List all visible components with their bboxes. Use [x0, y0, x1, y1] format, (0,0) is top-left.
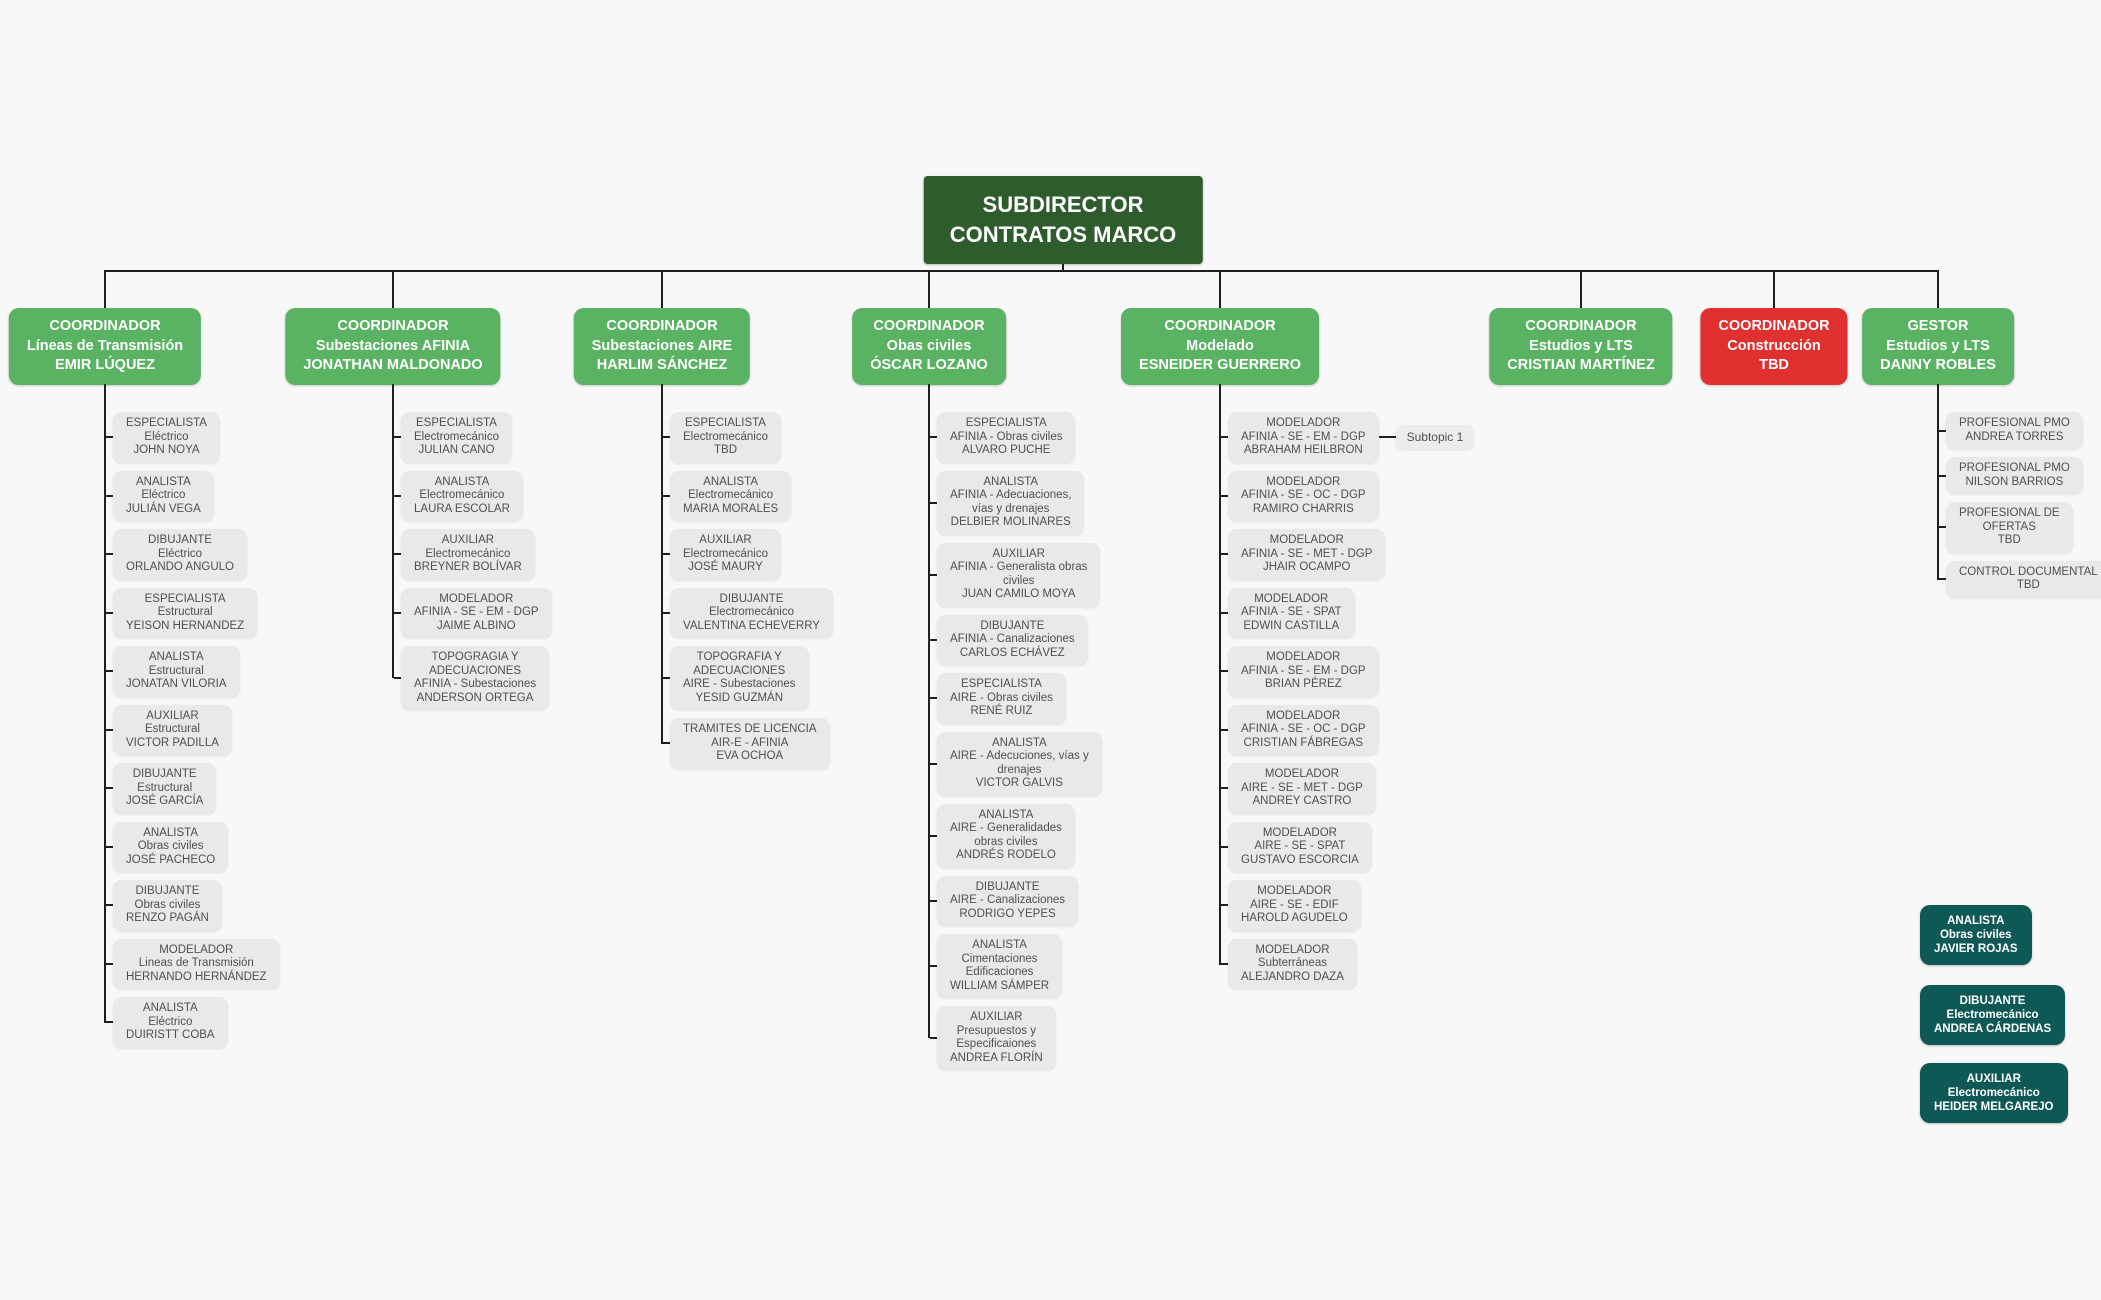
node-line: AFINIA - SE - OC - DGP [1241, 489, 1366, 501]
node-line: MODELADOR [1266, 417, 1341, 429]
coordinator-node[interactable] [1700, 308, 1847, 385]
node-line: MODELADOR [1266, 651, 1341, 663]
node-line: Estructural [157, 606, 213, 618]
coordinator-node[interactable] [574, 308, 750, 385]
node-line: CRISTIAN FÁBREGAS [1243, 736, 1364, 749]
node-line: ESPECIALISTA [416, 417, 497, 429]
node-line: TBD [1997, 534, 2021, 546]
node-line: MARIA MORALES [683, 502, 779, 515]
node-line: civiles [1003, 574, 1035, 587]
node-line: Subestaciones AIRE [591, 337, 733, 354]
node-line: Eléctrico [144, 430, 189, 443]
node-line: Eléctrico [141, 489, 186, 501]
node-line: ANALISTA [972, 939, 1027, 951]
org-member-node[interactable] [113, 588, 257, 639]
node-line: OFERTAS [1982, 520, 2036, 533]
node-line: TBD [714, 444, 737, 456]
node-line: DIBUJANTE [975, 880, 1040, 893]
coordinator-branch [661, 384, 833, 769]
org-member-node[interactable] [670, 529, 781, 580]
node-line: ANDRÉS RODELO [956, 849, 1056, 861]
node-line: JAVIER ROJAS [1934, 943, 2018, 955]
node-line: Electromecánico [425, 547, 511, 560]
coordinator-branch [928, 384, 1102, 1070]
coordinator-branch [104, 384, 280, 1048]
node-line: MODELADOR [1255, 943, 1330, 956]
org-member-node[interactable] [401, 471, 523, 522]
connector-line [1580, 270, 1582, 308]
node-line: LAURA ESCOLAR [414, 502, 510, 515]
node-line: ANALISTA [136, 475, 191, 488]
connector-line [1937, 270, 1939, 308]
floating-member-node[interactable] [1920, 1063, 2068, 1123]
node-line: COORDINADOR [337, 318, 449, 334]
org-member-node[interactable] [1228, 412, 1464, 463]
node-line: AFINIA - SE - SPAT [1241, 606, 1342, 618]
node-line: Estudios y LTS [1886, 337, 1990, 354]
node-line: Especificaiones [956, 1038, 1037, 1050]
node-line: Obras civiles [137, 840, 204, 852]
connector-line [928, 270, 930, 308]
org-member-node[interactable] [670, 588, 833, 639]
node-line: Electromecánico [1946, 1009, 2039, 1021]
coordinator-node[interactable] [9, 308, 201, 385]
connector-line [104, 270, 106, 308]
node-line: ANALISTA [143, 826, 198, 839]
node-line: DIBUJANTE [980, 619, 1045, 632]
node-line: JULIÁN VEGA [126, 502, 201, 515]
org-member-node[interactable] [1946, 412, 2083, 449]
node-line: COORDINADOR [873, 318, 985, 334]
node-line: AIRE - SE - MET - DGP [1241, 781, 1363, 794]
org-member-node[interactable] [937, 1006, 1056, 1070]
node-line: NILSON BARRIOS [1965, 475, 2064, 488]
node-line: COORDINADOR [1525, 318, 1637, 334]
node-line: HERNANDO HERNÁNDEZ [126, 970, 267, 983]
node-line: Obras civiles [134, 898, 201, 911]
org-member-node[interactable] [113, 997, 228, 1048]
node-line: ANDREY CASTRO [1252, 795, 1352, 807]
node-line: ANALISTA [703, 475, 758, 488]
branch-items [1219, 384, 1464, 989]
node-line: AIRE - SE - SPAT [1254, 840, 1346, 852]
node-line: AIRE - SE - EDIF [1249, 898, 1339, 911]
node-line: ÓSCAR LOZANO [870, 357, 988, 373]
node-line: ANDERSON ORTEGA [416, 691, 534, 704]
node-line: MODELADOR [1264, 768, 1339, 780]
node-line: RENZO PAGÁN [126, 912, 209, 924]
node-line: Subestaciones AFINIA [315, 337, 471, 354]
org-member-node[interactable] [937, 615, 1088, 666]
node-line: GESTOR [1907, 318, 1969, 334]
node-line: RENÉ RUIZ [970, 705, 1033, 717]
node-line: MODELADOR [1262, 826, 1337, 839]
node-line: AFINIA - SE - EM - DGP [1241, 430, 1366, 443]
node-line: TBD [2016, 579, 2040, 591]
node-line: Electromecánico [708, 606, 794, 618]
org-member-node[interactable] [937, 673, 1066, 724]
node-line: Lineas de Transmisión [138, 957, 254, 969]
org-member-node[interactable] [1946, 561, 2101, 598]
node-line: EDWIN CASTILLA [1243, 619, 1340, 632]
node-line: ANALISTA [983, 475, 1039, 488]
org-member-node[interactable] [670, 471, 791, 522]
node-line: RAMIRO CHARRIS [1252, 502, 1354, 515]
node-line: PROFESIONAL DE [1959, 507, 2060, 519]
org-member-node[interactable] [1946, 457, 2083, 494]
node-line: Construcción [1727, 337, 1821, 354]
node-line: Electromecánico [414, 430, 500, 443]
node-line: Electromecánico [419, 489, 505, 501]
node-line: ANDREA CÁRDENAS [1934, 1023, 2052, 1035]
node-line: AUXILIAR [970, 1011, 1023, 1023]
org-member-node[interactable] [1228, 646, 1379, 697]
node-line: AIR-E - AFINIA [711, 736, 789, 749]
node-line: ALVARO PUCHE [962, 444, 1051, 456]
node-line: DIBUJANTE [1959, 995, 2026, 1007]
node-line: Obras civiles [1939, 929, 2012, 941]
node-line: AFINIA - SE - OC - DGP [1241, 723, 1366, 735]
coordinator-node[interactable] [1121, 308, 1319, 385]
node-line: AUXILIAR [146, 709, 199, 722]
node-line: DELBIER MOLINARES [950, 516, 1071, 528]
connector-line [392, 270, 394, 308]
node-line: JHAIR OCAMPO [1262, 561, 1351, 573]
org-member-node[interactable] [937, 732, 1102, 796]
connector-line [104, 384, 106, 1023]
floating-member-node[interactable] [1920, 985, 2065, 1045]
node-line: ESPECIALISTA [144, 592, 226, 605]
node-line: AFINIA - Canalizaciones [950, 633, 1075, 645]
node-line: AFINIA - Generalista obras [950, 561, 1088, 573]
coordinator-branch [1937, 384, 2101, 598]
node-line: DIBUJANTE [135, 885, 200, 897]
coordinator-branch [1219, 384, 1464, 989]
node-line: GUSTAVO ESCORCIA [1241, 853, 1359, 866]
node-line: Electromecánico [683, 547, 769, 560]
node-line: TBD [1759, 357, 1789, 373]
node-line: ANALISTA [434, 475, 490, 488]
node-line: SUBDIRECTOR [982, 192, 1144, 217]
node-line: CRISTIAN MARTÍNEZ [1507, 357, 1655, 373]
org-member-node[interactable] [401, 588, 552, 639]
node-line: Obas civiles [886, 337, 972, 354]
node-line: AFINIA - SE - EM - DGP [414, 606, 539, 618]
org-member-node[interactable] [1228, 939, 1357, 990]
org-member-node[interactable] [1228, 705, 1379, 756]
coordinator-branch [392, 384, 552, 710]
org-member-node[interactable] [1228, 529, 1385, 580]
node-line: ANDREA TORRES [1965, 430, 2064, 443]
org-member-node[interactable] [113, 705, 232, 756]
node-line: JOSÉ GARCÍA [126, 795, 204, 807]
connector-line [928, 384, 930, 1038]
org-member-node[interactable] [1228, 763, 1376, 814]
node-line: ESPECIALISTA [965, 417, 1047, 429]
node-line: HEIDER MELGAREJO [1934, 1101, 2054, 1113]
node-line: CONTROL DOCUMENTAL [1959, 565, 2098, 578]
branch-items [661, 384, 833, 769]
org-member-node[interactable] [401, 412, 512, 463]
node-line: ANALISTA [978, 808, 1034, 821]
node-line: HAROLD AGUDELO [1241, 912, 1348, 924]
branch-items [392, 384, 552, 710]
node-line: ESPECIALISTA [960, 678, 1042, 690]
node-line: YEISON HERNANDEZ [126, 619, 245, 632]
org-member-node[interactable] [113, 412, 220, 463]
org-member-node[interactable] [113, 646, 240, 697]
node-line: MODELADOR [1257, 885, 1332, 897]
node-line: drenajes [997, 763, 1042, 776]
node-line: EVA OCHOA [716, 750, 784, 762]
root-node-subdirector[interactable] [924, 176, 1203, 264]
subtopic-node[interactable]: Subtopic 1 [1396, 425, 1475, 449]
branch-items [1937, 384, 2101, 598]
node-line: RODRIGO YEPES [959, 907, 1056, 920]
node-line: TOPOGRAFIA Y [696, 651, 782, 663]
node-line: AUXILIAR [699, 534, 752, 546]
node-line: EMIR LÚQUEZ [55, 357, 155, 373]
node-line: Electromecánico [688, 489, 774, 501]
org-member-node[interactable] [1228, 471, 1379, 522]
node-line: AIRE - Generalidades [950, 822, 1062, 834]
org-member-node[interactable] [937, 934, 1062, 998]
node-line: CARLOS ECHÁVEZ [959, 646, 1065, 659]
connector-line [1937, 384, 1939, 580]
node-line: JOSÉ MAURY [688, 561, 763, 573]
node-line: Modelado [1186, 337, 1254, 354]
node-line: MODELADOR [1254, 592, 1329, 605]
node-line: MODELADOR [1266, 475, 1341, 488]
node-line: COORDINADOR [1718, 318, 1830, 334]
node-line: AIRE - Canalizaciones [950, 894, 1066, 906]
node-line: ANALISTA [991, 736, 1047, 749]
node-line: ANDREA FLORÍN [950, 1051, 1043, 1064]
floating-member-node[interactable] [1920, 905, 2032, 965]
node-line: CONTRATOS MARCO [949, 222, 1177, 247]
node-line: Estructural [144, 723, 200, 735]
org-member-node[interactable] [113, 471, 214, 522]
node-line: TRAMITES DE LICENCIA [683, 723, 817, 735]
node-line: VICTOR PADILLA [126, 736, 219, 749]
node-line: WILLIAM SÁMPER [950, 979, 1050, 992]
org-member-node[interactable] [670, 412, 781, 463]
connector-line [661, 270, 663, 308]
node-line: Electromecánico [683, 430, 769, 443]
node-line: JOSÉ PACHECO [126, 853, 216, 866]
node-line: ANALISTA [148, 651, 204, 663]
node-line: AFINIA - Adecuaciones, [950, 489, 1072, 501]
node-line: PROFESIONAL PMO [1959, 417, 2070, 429]
connector-line [1219, 270, 1221, 308]
node-line: Líneas de Transmisión [26, 337, 184, 354]
org-member-node[interactable] [113, 880, 222, 931]
node-line: ORLANDO ANGULO [126, 561, 234, 573]
node-line: Edificaciones [965, 966, 1034, 978]
node-line: AFINIA - SE - EM - DGP [1241, 664, 1366, 677]
node-line: Estructural [137, 781, 193, 794]
node-line: TOPOGRAGIA Y [431, 651, 519, 663]
org-member-node[interactable] [113, 763, 216, 814]
node-line: VALENTINA ECHEVERRY [683, 619, 820, 632]
node-line: AUXILIAR [1966, 1073, 2021, 1085]
node-line: ANALISTA [142, 1002, 198, 1014]
org-member-node[interactable] [937, 412, 1075, 463]
node-line: ADECUACIONES [693, 664, 786, 677]
org-member-node[interactable] [113, 529, 247, 580]
coordinator-node[interactable] [285, 308, 500, 385]
org-member-node[interactable] [113, 939, 280, 990]
node-line: AIRE - Obras civiles [950, 691, 1053, 704]
node-line: JUAN CAMILO MOYA [961, 588, 1076, 600]
node-line: YESID GUZMÁN [695, 691, 784, 704]
node-line: JAIME ALBINO [437, 619, 516, 632]
node-line: ESPECIALISTA [685, 417, 766, 429]
node-line: Estudios y LTS [1529, 337, 1633, 354]
org-member-node[interactable] [937, 876, 1078, 927]
node-line: Electromecánico [1947, 1087, 2040, 1099]
coordinator-node[interactable] [1862, 308, 2014, 385]
node-line: Eléctrico [157, 547, 203, 560]
node-line: AFINIA - SE - MET - DGP [1241, 547, 1373, 560]
node-line: DIBUJANTE [719, 592, 784, 605]
node-line: MODELADOR [439, 592, 514, 605]
node-line: PROFESIONAL PMO [1959, 462, 2070, 474]
node-line: DIBUJANTE [148, 534, 212, 546]
node-line: obras civiles [974, 835, 1038, 848]
org-member-node[interactable] [937, 804, 1075, 868]
node-line: JOHN NOYA [133, 444, 200, 456]
node-line: AIRE - Adecuciones, vías y [950, 750, 1089, 762]
org-member-node[interactable] [1228, 880, 1361, 931]
node-line: JULIAN CANO [418, 444, 495, 456]
connector-line [1773, 270, 1775, 308]
node-line: DIBUJANTE [132, 768, 197, 780]
node-line: AUXILIAR [992, 547, 1045, 560]
node-line: VICTOR GALVIS [975, 777, 1063, 789]
node-line: Estructural [148, 664, 204, 677]
node-line: DANNY ROBLES [1880, 357, 1996, 373]
node-line: ABRAHAM HEILBRON [1243, 444, 1363, 456]
node-line: BREYNER BOLÍVAR [414, 561, 522, 573]
org-member-node[interactable] [401, 529, 535, 580]
coordinator-node[interactable] [852, 308, 1006, 385]
node-line: AFINIA - Subestaciones [414, 678, 537, 690]
node-line: Cimentaciones [961, 952, 1038, 965]
node-line: ADECUACIONES [429, 664, 522, 677]
connector-line [104, 270, 1939, 272]
org-member-node[interactable] [1228, 822, 1372, 873]
org-member-node[interactable] [113, 822, 228, 873]
node-line: BRIAN PÉREZ [1264, 678, 1342, 690]
node-line: JONATHAN MALDONADO [303, 357, 483, 373]
node-line: Subterráneas [1257, 957, 1327, 969]
org-member-node[interactable] [670, 718, 830, 769]
connector-line [1219, 384, 1221, 965]
node-line: AFINIA - Obras civiles [950, 430, 1063, 443]
org-member-node[interactable] [1228, 588, 1355, 639]
org-member-node[interactable] [1946, 502, 2073, 553]
node-line: JONATAN VILORIA [126, 678, 227, 690]
org-member-node[interactable] [937, 471, 1084, 535]
connector-line [392, 384, 394, 678]
node-line: ESPECIALISTA [126, 417, 207, 429]
node-line: ALEJANDRO DAZA [1241, 970, 1344, 983]
node-line: ESNEIDER GUERRERO [1139, 357, 1301, 373]
node-line: MODELADOR [159, 943, 234, 956]
org-member-node[interactable] [401, 646, 549, 710]
org-member-node[interactable] [670, 646, 809, 710]
node-line: COORDINADOR [1164, 318, 1276, 334]
node-line: Presupuestos y [956, 1024, 1036, 1037]
node-line: AIRE - Subestaciones [683, 678, 796, 690]
node-line: COORDINADOR [606, 318, 718, 334]
node-line: AUXILIAR [441, 534, 495, 546]
node-line: Eléctrico [148, 1015, 193, 1028]
node-line: MODELADOR [1266, 709, 1341, 722]
node-line: COORDINADOR [49, 318, 161, 334]
branch-items [928, 384, 1102, 1070]
node-line: vías y drenajes [972, 502, 1050, 515]
node-line: ANALISTA [1947, 915, 2005, 927]
node-line: DUIRISTT COBA [126, 1029, 215, 1041]
coordinator-node[interactable] [1489, 308, 1672, 385]
branch-items [104, 384, 280, 1048]
org-member-node[interactable] [937, 543, 1100, 607]
node-line: HARLIM SÁNCHEZ [596, 357, 728, 373]
node-line: MODELADOR [1269, 534, 1344, 546]
